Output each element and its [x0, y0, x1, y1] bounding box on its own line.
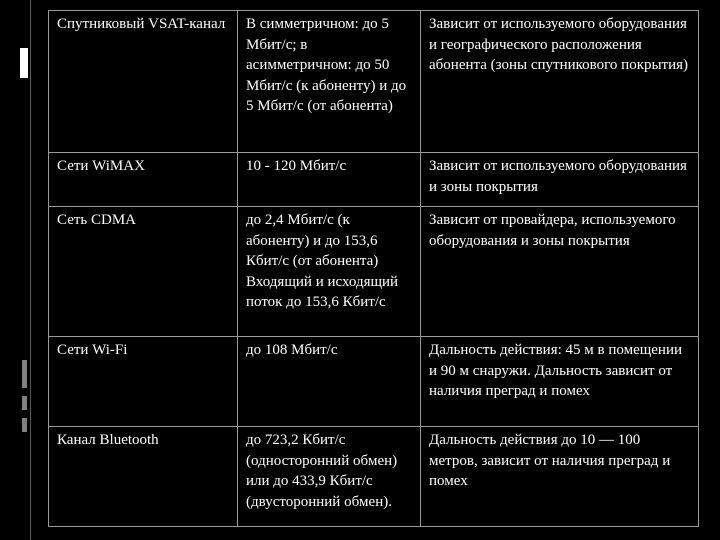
row-notes-cell: Зависит от провайдера, используемого оборудования и зоны покрытия [421, 207, 699, 337]
slide-left-decoration [0, 0, 30, 540]
table-row [49, 337, 699, 427]
row-notes-cell: Дальность действия до 10 — 100 метров, зависит от наличия преград и помех [421, 427, 699, 527]
row-notes-cell: Зависит от используемого оборудования и географического расположения абонента (зоны спутникового покрытия) [421, 11, 699, 153]
row-name-cell: Сети Wi-Fi [49, 337, 238, 427]
row-speed-cell: до 2,4 Мбит/с (к абоненту) и до 153,6 Кбит/с (от абонента) Входящий и исходящий поток до 153,6 Кбит/с [238, 207, 421, 337]
table-row [49, 11, 699, 153]
deco-bar-3 [22, 396, 27, 410]
row-name-cell: Сеть CDMA [49, 207, 238, 337]
comparison-table [48, 10, 699, 527]
row-name-cell: Канал Bluetooth [49, 427, 238, 527]
deco-bar-1 [20, 48, 28, 78]
row-notes-cell: Дальность действия: 45 м в помещении и 90 м снаружи. Дальность зависит от наличия преград и помех [421, 337, 699, 427]
deco-bar-2 [22, 360, 27, 388]
deco-bar-4 [22, 418, 27, 432]
row-speed-cell: до 108 Мбит/с [238, 337, 421, 427]
row-notes-cell: Зависит от используемого оборудования и зоны покрытия [421, 153, 699, 207]
row-name-cell: Сети WiMAX [49, 153, 238, 207]
row-speed-cell: до 723,2 Кбит/с (односторонний обмен) или до 433,9 Кбит/с (двусторонний обмен). [238, 427, 421, 527]
table-row [49, 207, 699, 337]
row-speed-cell: 10 - 120 Мбит/с [238, 153, 421, 207]
table-row [49, 153, 699, 207]
row-name-cell: Спутниковый VSAT-канал [49, 11, 238, 153]
row-speed-cell: В симметричном: до 5 Мбит/с; в асимметричном: до 50 Мбит/с (к абоненту) и до 5 Мбит/с (от абонента) [238, 11, 421, 153]
table-row [49, 427, 699, 527]
